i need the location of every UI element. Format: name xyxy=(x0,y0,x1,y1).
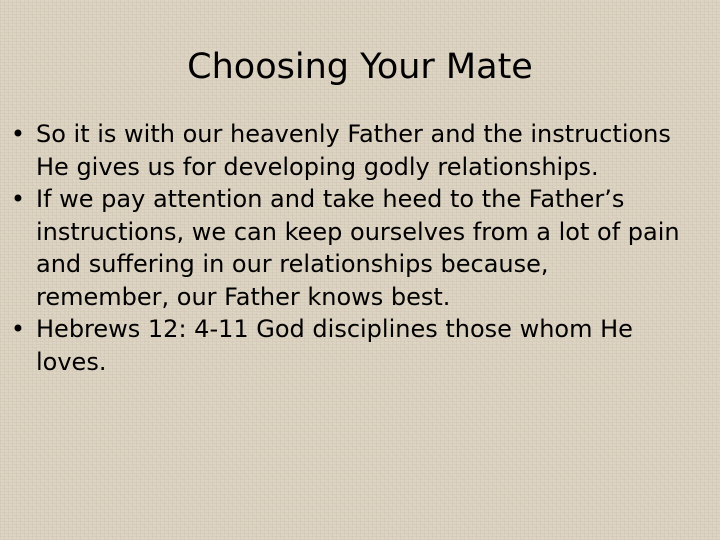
bullet-text: If we pay attention and take heed to the Father’s instructions, we can keep ourselves from a lot of pain and suffering in our relationships because, remember, our Father knows best. xyxy=(36,185,680,311)
bullet-dot-icon: • xyxy=(10,120,26,148)
slide-title: Choosing Your Mate xyxy=(187,47,533,87)
bullet-item xyxy=(10,313,686,378)
bullet-item xyxy=(10,183,686,313)
bullet-dot-icon: • xyxy=(10,315,26,343)
bullet-dot-icon: • xyxy=(10,185,26,213)
bullet-item xyxy=(10,118,686,183)
bullet-text: Hebrews 12: 4-11 God disciplines those whom He loves. xyxy=(36,315,633,376)
bullet-text: So it is with our heavenly Father and the instructions He gives us for developing godly relationships. xyxy=(36,120,671,181)
bullet-list xyxy=(10,118,686,378)
